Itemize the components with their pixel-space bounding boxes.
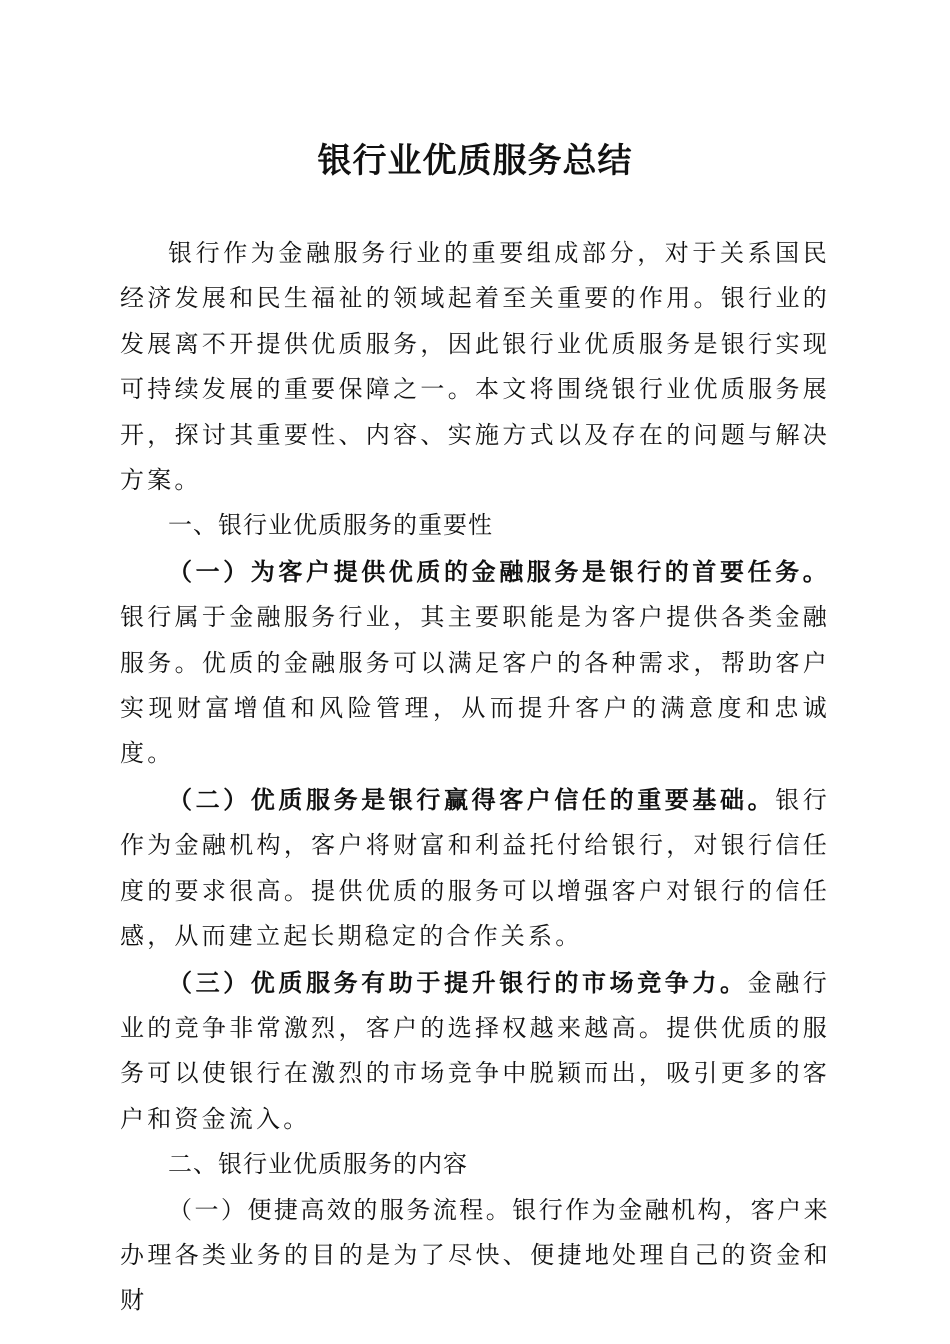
- section-2-paragraph-1-lead: （一）便捷高效的服务流程。: [168, 1195, 513, 1224]
- section-2-paragraph-1: [120, 1188, 830, 1324]
- section-2-paragraph-1-body: 银行作为金融机构，客户来办理各类业务的目的是为了尽快、便捷地处理自己的资金和财: [120, 1195, 830, 1315]
- section-1-paragraph-3-body: 金融行业的竞争非常激烈，客户的选择权越来越高。提供优质的服务可以使银行在激烈的市场竞争中脱颖而出，吸引更多的客户和资金流入。: [120, 968, 830, 1133]
- section-1-paragraph-1: [120, 549, 830, 777]
- document-body: [120, 231, 830, 1324]
- section-1-paragraph-2-body: 银行作为金融机构，客户将财富和利益托付给银行，对银行信任度的要求很高。提供优质的服务可以增强客户对银行的信任感，从而建立起长期稳定的合作关系。: [120, 785, 830, 951]
- section-1-paragraph-1-lead: （一）为客户提供优质的金融服务是银行的首要任务。: [168, 556, 830, 586]
- section-1-paragraph-1-body: 银行属于金融服务行业，其主要职能是为客户提供各类金融服务。优质的金融服务可以满足客户的各种需求，帮助客户实现财富增值和风险管理，从而提升客户的满意度和忠诚度。: [120, 603, 830, 768]
- section-1-paragraph-2: [120, 777, 830, 960]
- section-1-paragraph-3: [120, 960, 830, 1143]
- intro-paragraph: 银行作为金融服务行业的重要组成部分，对于关系国民经济发展和民生福祉的领域起着至关重要的作用。银行业的发展离不开提供优质服务，因此银行业优质服务是银行实现可持续发展的重要保障之一。本文将围绕银行业优质服务展开，探讨其重要性、内容、实施方式以及存在的问题与解决方案。: [120, 239, 830, 495]
- section-2-heading: 二、银行业优质服务的内容: [168, 1150, 468, 1179]
- section-1-paragraph-2-lead: （二）优质服务是银行赢得客户信任的重要基础。: [168, 784, 776, 814]
- section-1-paragraph-3-lead: （三）优质服务有助于提升银行的市场竞争力。: [168, 967, 748, 997]
- document-title: 银行业优质服务总结: [317, 141, 633, 181]
- section-1-heading: 一、银行业优质服务的重要性: [168, 511, 493, 540]
- document-page: [120, 0, 830, 1344]
